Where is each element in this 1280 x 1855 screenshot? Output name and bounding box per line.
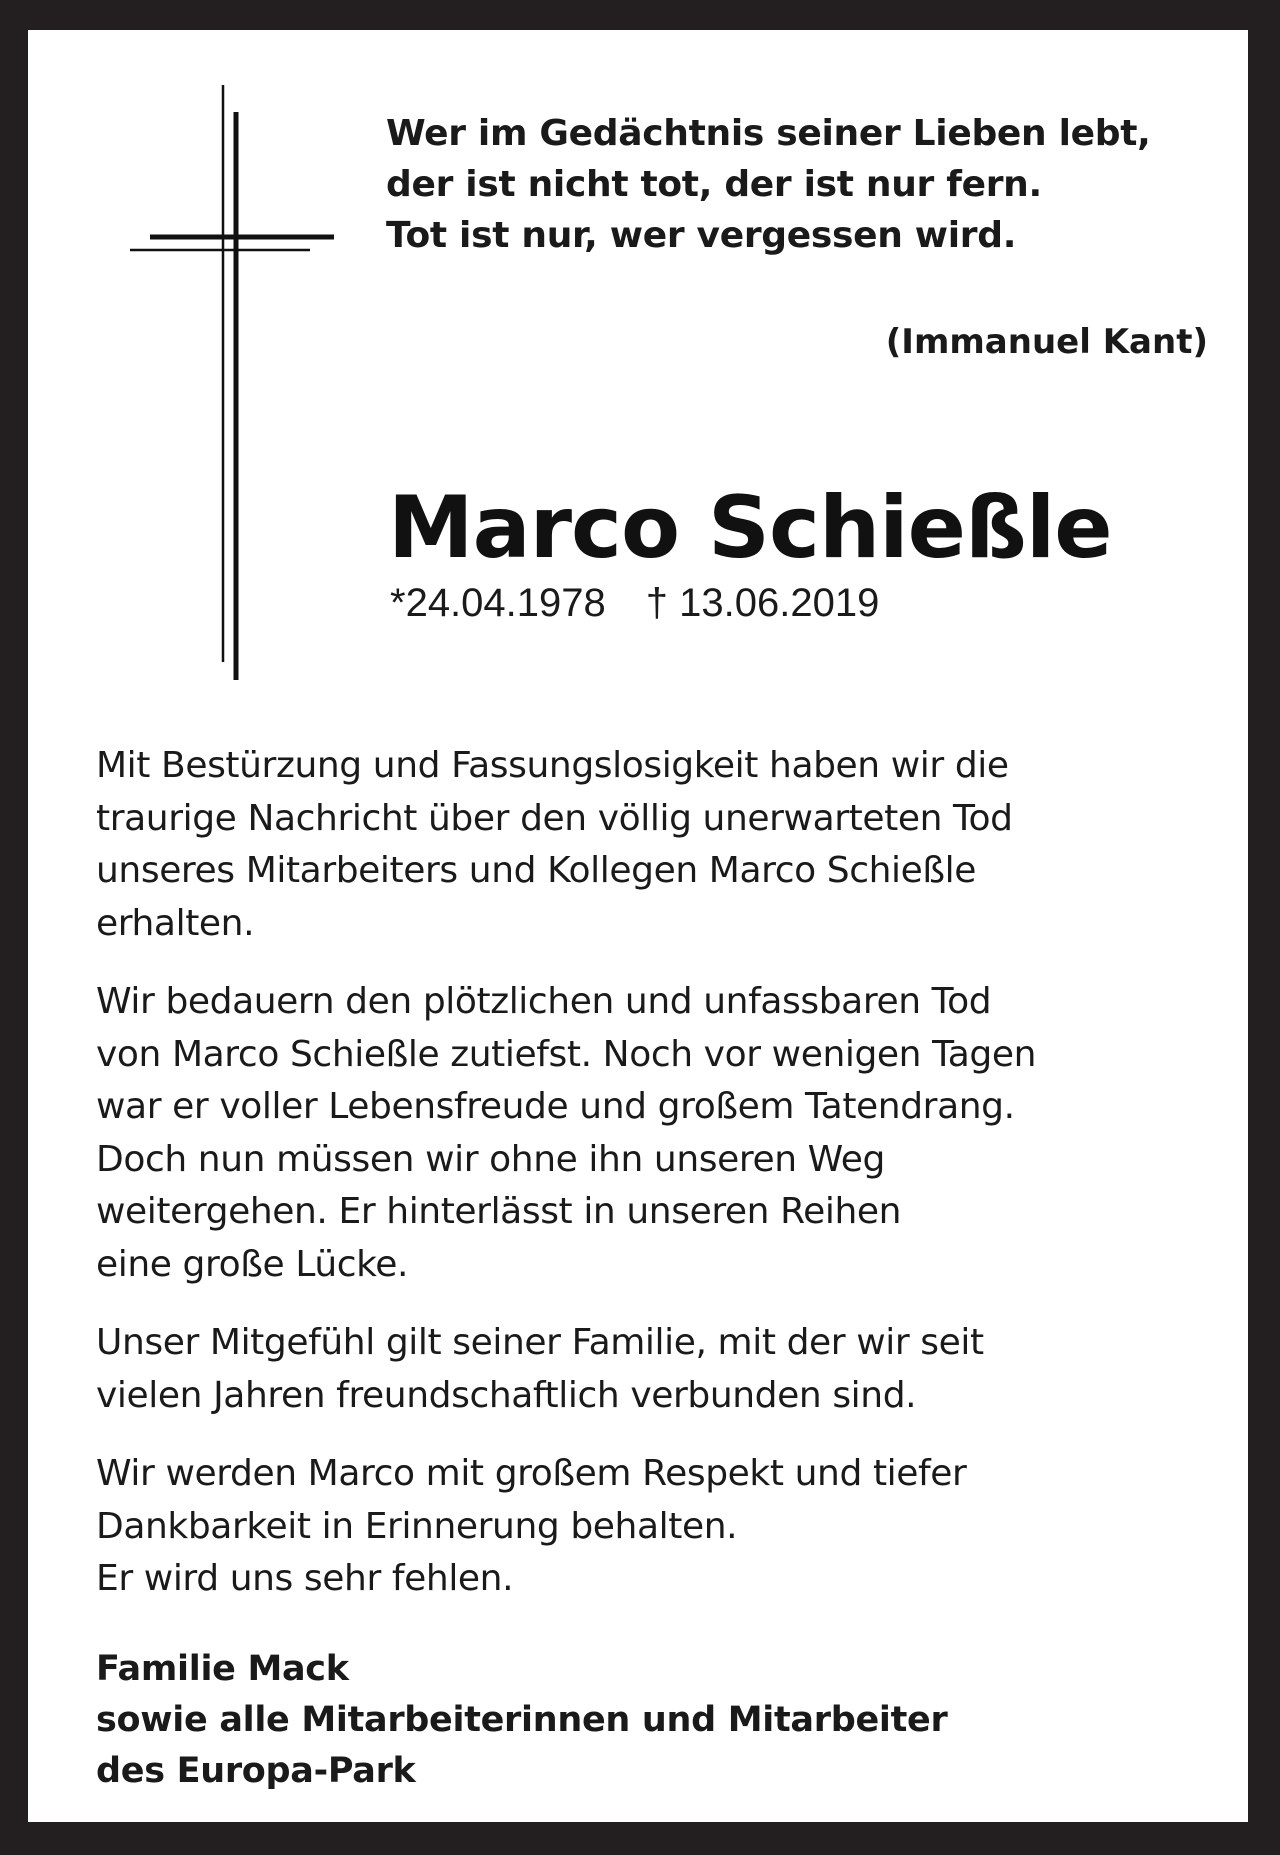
text-line: war er voller Lebensfreude und großem Tatendrang. — [96, 1086, 1015, 1127]
text-line: Doch nun müssen wir ohne ihn unseren Weg — [96, 1138, 885, 1180]
signature-line: Familie Mack — [96, 1649, 349, 1689]
text-line: von Marco Schießle zutiefst. Noch vor wenigen Tagen — [96, 1033, 1037, 1075]
quote — [386, 108, 1216, 261]
quote-line: Tot ist nur, wer vergessen wird. — [386, 215, 1017, 256]
text-line: Wir werden Marco mit großem Respekt und tiefer — [96, 1453, 967, 1494]
text-line: unseres Mitarbeiters und Kollegen Marco Schießle — [96, 850, 977, 891]
quote-line: der ist nicht tot, der ist nur fern. — [386, 164, 1042, 205]
obituary-card — [28, 30, 1248, 1822]
cross-icon — [98, 82, 338, 682]
text-line: traurige Nachricht über den völlig unerwarteten Tod — [96, 797, 1013, 839]
signature-line: des Europa-Park — [96, 1751, 416, 1791]
text-line: eine große Lücke. — [96, 1243, 409, 1285]
paragraph — [96, 1317, 1216, 1422]
paragraph — [96, 740, 1216, 950]
text-line: Dankbarkeit in Erinnerung behalten. — [96, 1505, 738, 1547]
text-line: Er wird uns sehr fehlen. — [96, 1558, 514, 1599]
signature-line: sowie alle Mitarbeiterinnen und Mitarbeiter — [96, 1700, 948, 1740]
signature — [96, 1644, 1216, 1797]
text-line: Wir bedauern den plötzlichen und unfassbaren Tod — [96, 981, 992, 1022]
text-line: Mit Bestürzung und Fassungslosigkeit haben wir die — [96, 745, 1009, 786]
obituary-text — [96, 740, 1216, 1632]
text-line: Unser Mitgefühl gilt seiner Familie, mit der wir seit — [96, 1322, 984, 1363]
quote-author: (Immanuel Kant) — [885, 322, 1208, 362]
quote-line: Wer im Gedächtnis seiner Lieben lebt, — [386, 113, 1151, 154]
text-line: erhalten. — [96, 902, 255, 944]
birth-date: *24.04.1978 — [390, 581, 606, 625]
text-line: weitergehen. Er hinterlässt in unseren Reihen — [96, 1191, 902, 1232]
text-line: vielen Jahren freundschaftlich verbunden sind. — [96, 1374, 917, 1416]
life-dates — [390, 578, 879, 628]
paragraph — [96, 1448, 1216, 1606]
death-date: † 13.06.2019 — [645, 581, 880, 625]
deceased-name: Marco Schießle — [388, 478, 1112, 578]
paragraph — [96, 976, 1216, 1291]
